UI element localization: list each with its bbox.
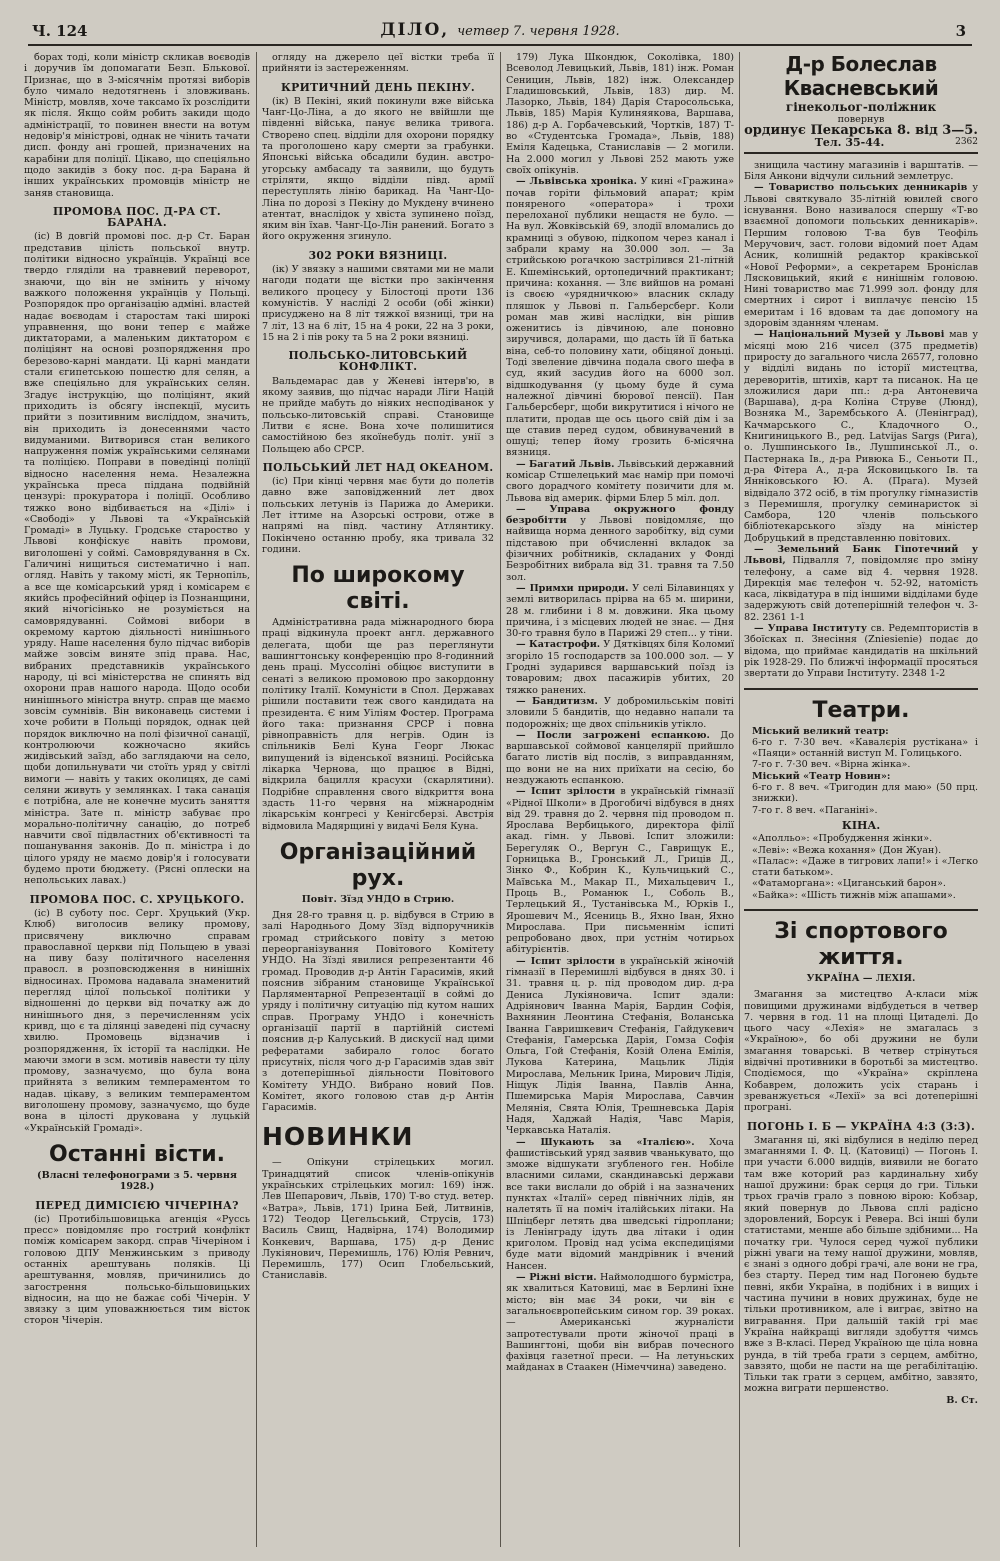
theatre-show: 6-го г. 8 веч. «Тригодин для маю» (50 прц. знижки). [752, 782, 978, 805]
news-item [506, 459, 734, 504]
theatre-heading: Театри. [812, 697, 910, 723]
section-subheading: Повіт. Зїзд УНДО в Стрию. [301, 893, 455, 905]
column-divider [500, 52, 501, 1547]
news-item [744, 182, 978, 329]
cinema-listing: «Леві»: «Вежа кохання» (Дон Жуан). [752, 844, 942, 856]
cinema-listing: «Палас»: «Даже в тигрових лапи!» і «Легко стати батьком». [752, 855, 978, 879]
sports-heading: Зі спортового життя. [774, 919, 948, 970]
ad-code: 2348 1-2 [902, 668, 946, 680]
news-item-text: у Львові святкувало 35-літній ювилей свого існування. Воно називалося спершу «Т-во взаємної допомоги польських денникарів». Першим головою Т-ва був Теофіль Меручович, заст. голови відомий поет Адам Асник, колишній редактор краківської «Нової Реформи», а секретарем Броніслав Лясковицький, який є нинішнім головою. Нині товариство має 71.999 зол. фонду для смертних і сирот і виплачує пенсію 15 емеритам і 16 вдовам та дає допомогу на здоровім зданням членам. [744, 182, 978, 330]
cinema-heading: КІНА. [841, 818, 881, 832]
news-item-text: У добромильськім повіті зловили 5 бандитів, що недавно напали та подорожніх; ще двох спільників утікло. [506, 695, 734, 730]
news-item-text: в українській жіночій гімназії в Перемишлі відбувся в днях 30. і 31. травня ц. р. під проводом дир. д-ра Дениса Лукіяновича. Іспит здали: Адріянович Іванна Марія, Бардин Софія, Вахнянин Леонтина Стефанія, Воланська Іванна Гавришкевич Стефанія, Гайдукевич Стефанія, Гамерська Дарія, Гомза Софія Ольга, Гой Стефанія, Козій Олена Емілія, Лукова Катерина, Мацьлик Лідія Мирослава, Мельник Ірина, Мирович Лідія, Ніщук Лідія Іванна, Павлів Анна, Пшемирська Марія Мирослава, Савчин Мелянія, Свята Юлія, Трешневська Дарія Надя, Хаджай Надія, Чавс Марія, Черкавська Наталія. [506, 955, 734, 1137]
column-3 [506, 52, 734, 1547]
page-number: 3 [955, 22, 966, 40]
news-item-text: До варшавської соймової канцелярії прийшло багато листів від послів, з виправданням, що вони не на них приїхати на сесію, бо нездужають еспанкою. [506, 729, 734, 786]
news-item-title: — Багатий Львів. [516, 458, 615, 470]
ad-code: 2361 1-1 [762, 611, 806, 623]
article-text: (ік) У звязку з нашими святами ми не мали нагоди подати ще вістки про закінчення великого процесу у Білостоці проти 136 комуністів. У насліді 2 особи (обі жінки) присуджено на 8 літ тяжкої вязниці, три на 7 літ, 13 на 6 літ, 15 на 4 роки, 22 на 3 роки, 15 на 2 і пів року та 5 на 2 роки вязниці. [262, 264, 494, 343]
ad-phone [744, 137, 978, 148]
article-heading: ПРОМОВА ПОС. С. ХРУЦЬКОГО. [29, 892, 245, 906]
news-item-title: — Ріжні вісти. [516, 1272, 597, 1284]
news-item-title: — Бандитизм. [516, 695, 598, 707]
divider [744, 909, 978, 911]
newspaper-title [28, 20, 972, 40]
section-heading: По широкому світі. [291, 563, 465, 615]
news-item-title: — Управа окружного фонду безробітти [506, 503, 734, 527]
article-text: (іс) В довгій промові пос. д-р Ст. Баран представив цілість польської внутр. політики відносно українців. Українці все твердо гляділи на травневий переворот, знаючи, що він не змінить у нічому важкого положення українців у Польщі. Розпорядок про організацію адміні. властей надає воєводам і старостам такі широкі управнення, що вони тепер є майже диктаторами, а маленьким диктатором є поліціянт на основі розпорядження про березово-карні мандати. Ці карні мандати стали єгипетською пошестю для селян, а вже спеціяльно для українських селян. Згадує інструкцію, що поліціянт, який приходить із обсягу інспекції, мусить прийти з позитивним висліддом, значить, він приходить із донесеннями часто видуманими. Витворився стан великого напруження поміж українськими селянами та поліцією. Поправи в поведінці поліції відносно населення нема. Незалежна українська преса піддана подвійній цензурі: прокуратора і поліції. Особливо тяжко воно відбивається на «Ділі» і «Свободі» у Львові та «Українській Громаді» в Луцьку. Гродське староство у Львові конфіскує навіть промови, виголошені у соймі. Самоврядування в Сх. Галичині нищиться систематично і нап. огляд. Навіть у такому місті, як Тернопіль, а все ще комісарський уряд і комісарем є якийсь професійний офіцер із Познанщини, який нічогісінько не розуміється на самоврядуванні. Соймові вибори в окремому картою діяльності нинішнього уряду. Наше населення було підчас виборів майже зовсім виняте зпід права. Нас, вибраних представників українського народу, ці всі міністерства не спинять від охорони прав нашого народа. Щодо особи нинішнього міністра внутр. справ ще маємо зовсім сумнівів. Він виконавець системи і хоче робити в Польщі порядок, однак цей порядок виключно на полі фізичної санації, контролюючи кожночасно якийсь жидівський заїзд, або заглядаючи на село, щоби допильнувати чи стоїть уряд у світлі вимоги — навіть у таких околицях, де самі селяни живуть у землянках. І така санація є потрібна, але не конечне мусить заняття міністра. Зате п. міністр забуває про морально-політичну санацію, до потреб навчити свої підвластних об'єктивності та пошанування законів. До п. міністра і до цілого уряду не маємо довір'я і голосувати будемо проти бюджету. (Рясні оплески на непольських лавах.) [24, 231, 250, 887]
news-item-text: св. Редемптористів в Збоїсках п. Знесіння (Zniesienie) подає до відома, що приймає кандидатів на шкільний рік 1928-29. По ближчі інформації просяться звертати до Управи Інституту. [744, 623, 978, 680]
news-item-text: У Дятківцях біля Коломиї згоріло 15 господарств за 100.000 зол. — У Гродні зударився варшавський поїзд із товаровим; двох пасажирів убитих, 20 тяжко ранених. [506, 639, 734, 696]
article-heading: ПОГОНЬ І. Б — УКРАЇНА 4:3 (3:3). [746, 1119, 976, 1133]
article-text: (ік) В Пекіні, який покинули вже війська Чанг-Цо-Ліна, а до якого не ввійшли ще південні війська, панує велика тривога. Створено спец. відділи для охорони порядку та проголошено кару смерти за грабунки. Японські війська обсадили будин. австро-угорську амбасаду та заявили, що будуть стріляти, якщо відділи півд. армії переступлять лінію барикад. На Чанг-Цо-Ліна по дорозі з Пекіну до Мукдену вчинено атентат, внаслідок у хвіста зупинено поїзд, яким він їхав. Чанг-Цо-Лін ранений. Богато з його окруження згинуло. [262, 95, 494, 243]
article-heading: ПОЛЬСЬКО-ЛИТОВСЬКИЙ КОНФЛІКТ. [288, 349, 468, 374]
news-item-title: — Іспит зрілости [516, 955, 615, 967]
column-divider [256, 52, 257, 1547]
news-item [506, 639, 734, 695]
cinema-listing: «Аполльо»: «Пробудження жінки». [752, 833, 933, 845]
theatre-show: 7-го г. 8 веч. «Паганіні». [752, 804, 878, 816]
author-signature: В. Ст. [946, 1394, 978, 1406]
ad-doctor-specialty: гінекольог-поліжник [785, 100, 937, 114]
article-heading: ПОЛЬСЬКИЙ ЛЕТ НАД ОКЕАНОМ. [262, 460, 494, 474]
divider [744, 688, 978, 690]
theatre-name: Міський великий театр: [752, 725, 889, 737]
section-heading: Останні вісти. [49, 1141, 225, 1167]
doctor-advertisement [744, 52, 978, 154]
news-item-title: — Управа Інституту [754, 623, 867, 635]
ad-doctor-name: Д-р Болеслав Квасневський [783, 52, 939, 100]
theatre-name: Міський «Театр Новин»: [752, 770, 891, 782]
news-item-title: — Примхи природи. [516, 582, 629, 594]
news-item [506, 1137, 734, 1273]
news-item-text: у Львові повідомляє, що найвища норма денного заробітку, від суми підставою при обчисленні вкладок за фізичних робітників, складаних у Фонді Безробітних вибрала від 31. травня та 7.50 зол. [506, 515, 734, 583]
column-2 [262, 52, 494, 1547]
article-heading: 302 РОКИ ВЯЗНИЦІ. [308, 248, 448, 262]
news-item [506, 786, 734, 955]
cinema-listing: «Фатаморгана»: «Циганський барон». [752, 878, 946, 890]
news-item [506, 1272, 734, 1374]
column-1 [24, 52, 250, 1547]
news-item [506, 583, 734, 639]
ad-note: повернув [837, 114, 885, 125]
news-item [506, 176, 734, 458]
news-item-text: Підвалля 7, повідомляє про зміну телефону, а саме від 4. червня 1928. Дирекція має телефон ч. 52-92, натомість каса, ліквідатура в під іншими відділами буде задержують свій дотеперішній телефон ч. 3-82. [744, 555, 978, 623]
sports-subheading: УКРАЇНА — ЛЕХІЯ. [806, 973, 916, 984]
news-item [506, 696, 734, 730]
masthead [28, 18, 972, 46]
news-item-title: — Шукають за «Італією». [516, 1136, 695, 1148]
theatre-show: 6-го г. 7·30 веч. «Кавалєрія рустікана» і «Паяци» останній виступ М. Голицького. [752, 736, 978, 760]
news-item-title: — Національний Музей у Львові [754, 329, 945, 341]
article-text: бораx тоді, коли міністр скликав воєводів і доручив їм допомагати Безп. Блькової. Признає, що в 3-місячнім протязі виборів було чимало недотягнень і зловживань. Міністр, мовляв, хоче таксамо їх розслідити як після. Якщо сойм робить закиди щодо адміністрації, то повинен внести на вотум недовір'я міністрові, однак не чінить тачати дисп. фонду ані грошей, призначених на карабіни для поліції. Цікаво, що спеціяльно щодо закидів з боку пос. д-ра Барана й інших українських промовців міністр не заняв становища. [24, 52, 250, 199]
section-heading: Організаційний рух. [279, 839, 477, 891]
section-subheading: (Власні телефонограми з 5. червня 1928.) [37, 1169, 237, 1193]
newspaper-name: ДІЛО, [380, 20, 450, 40]
news-item [744, 544, 978, 623]
ad-code: 2362 [955, 136, 978, 147]
article-text: (іс) В суботу пос. Серг. Хруцький (Укр. Клюб) виголосив велику промову, присвячену виключно справам православної церкви під Польщею в увазі на пиву базу політичного населення правосл. в розповсюдження в нинішніх відносинах. Промова надавала знаменитий перегляд цілої польської політики у відношенні до церкви від початку аж до нинішнього дня, з перечисленням усіх кривд, що є та ділянці заведені під сучасну хвилю. Промовець відзначив і розпорядження, їх історії та наслідки. Не маючи змоги в зсм. мотивів навести ту цілу промову, зазначуємо, що була вона прийнята з великим темпераментом то надав. цікаву, з великим темпераментом виголошену промову, зазначуємо, що буде вона в цілості друкована у луцькій «Українській Громаді». [24, 907, 250, 1134]
news-item [506, 730, 734, 786]
news-item-title: — Посли загрожені еспанкою. [516, 729, 710, 741]
article-text: Дня 28-го травня ц. р. відбувся в Стрию в залі Народнього Дому Зїзд відпоручників громад стрийського повіту з метою переорганізування Повітового Комітету УНДО. На Зїзді явилися репрезентанти 46 громад. Проводив д-р Антін Гарасимів, який пояснив зібраним становище Української Парляментарної Репрезентації в соймі до уряду і політичну ситуацію під кутом наших справ. Програму УНДО і конечність організації партії в партійній системі пояснив д-р Калуський. В дискусії над цими рефератами забирало голос богато присутніх, після чого д-р Гарасимів здав звіт з дотеперішньої діяльности Повітового Комітету УНДО. Вибрано новий Пов. Комітет, якого головою став д-р Антін Гарасимів. [262, 910, 494, 1114]
news-item-title: — Іспит зрілости [516, 786, 616, 798]
news-item-title: — Товариство польських денникарів [754, 182, 968, 194]
article-text: Вальдемарас дав у Женеві інтерв'ю, в якому заявив, що підчас наради Ліги Націй не прийде мабуть до ніяких несподіванок у польсько-литовській справі. Становище Литви є ясне. Вона хоче полишитися самостійною без якоїнебудь політ. унії з Польщею або СРСР. [262, 375, 494, 455]
news-item [744, 623, 978, 679]
ad-phone-number: Тел. 35-44. [814, 135, 885, 149]
news-item-title: — Земельний Банк Гіпотечний у Львові, [744, 543, 978, 567]
news-item [744, 329, 978, 544]
news-item-title: — Львівська хроніка. [516, 176, 637, 188]
news-item-text: У селі Білавинцях у землі витворилась прірва на 65 м. ширини, 28 м. глибини і 8 м. довжини. Яка цьому причина, і з місцевих людей не знає. — Дня 30-го травня було в Парижі 29 степ... у тіни. [506, 582, 734, 640]
article-heading: ПРОМОВА ПОС. Д-РА СТ. БАРАНА. [53, 204, 221, 230]
news-item-text: в українській гімназії «Рідної Школи» в Дрогобичі відбувся в днях від 29. травня до 2. червня під проводом п. Ярослава Вербицького, директора філії акад. гімн. у Львові. Іспит зложили: Берегуляк О., Вергун С., Гаврищук Е., Горницька В., Гронський Л., Гриців Д., Зінко Ф., Кобрин К., Кульчицький С., Маївська М., Макар П., Михальцевич І., Проць В., Романюк І., Соболь В., Терлецький Я., Тустанівська М., Юрків І., Ярошевич М., Ясениць В., Яхно Іван, Яхно Мирослава. При письменнім іспиті репробовано двох, при устнім чотирьох абітурієнтів. [506, 786, 734, 956]
news-item-title: — Катастрофи. [516, 639, 601, 651]
news-item-text: мав у місяці мою 216 чисел (375 предметів) приросту до загального числа 26577, головно у відділі видань по історії мистецтва, дереворитів, штихів, карт та писанок. На це зложилися дари пп.: д-ра Антоневича (Варшава), д-ра Коліна Струве (Люнд), Возняка М., Зарембського А. (Ленінград), Качмарського С., Кладочного О., Книгиницького В., ред. Latvijas Sargs (Рига), о. Лушпинського Ів., Лушпинської Л., о. Пастернака Ів., д-ра Ривюка Б., Сеньоти П., д-ра Фітера А., д-ра Ясковицького Ів. та Янніковського Ю. А. (Прага). Музей відвідало 372 осіб, в тім прогулку гімназистів з Перемишля, прогулку семинаристок зі Самбора, 120 членів польського бібліотекарського зїзду на міністер Добруцький в представленню повітових. [744, 329, 978, 544]
article-text: (іс) Протибільшовицька агенція «Руссь пресс» повідомляє про гострий конфлікт поміж комісарем закорд. справ Чічеріном і головою ДПУ Менжинським з приводу останніх арештувань поляків. Ці арештування, мовляв, причинились до загострення польсько-більшовицьких відносин, на що не бажає собі Чічерін. У звязку з цим уповажнюється тим вісток сторон Чічерін. [24, 1213, 250, 1327]
news-item-text: Львівський державний комісар Стшелецький має намір при помочі свого дорадчого комітету позичити для м. Львова від америк. фірми Блер 5 міл. дол. [506, 458, 734, 504]
article-text: знищила частину магазинів і варштатів. — Біля Анкони відчули сильний землетрус. [744, 159, 978, 183]
article-text: Змагання ці, які відбулися в неділю перед змаганнями І. Ф. Ц. (Катовиці) — Погонь І. при участи 6.000 видців, виявили не богато там вже которий раз кардинальну хибу нашої дружини: брак серця до гри. Тільки трьох грачів грало з повною вірою: Кобзар, який повернув до Львова сплі радісно здоровлений, Борсук і Ревера. Всі інші були статистами, менше або більше здібними... На початку гри. Чулося серед чужої публики ріжні уваги на тему нашої дружини, мовляв, є знані з одного добрі грачі, але вони не гра, без старту. Перед тим над Погонею будьте певні, якби Україна, в подібних і в вищих і частина пучини в нових дружинах, буде не тільки противником, але і виграє, звітно на вигравання. При дальшій такій грі має Україна найкращі вигляди здобуття чимсь вже з В-класі. Перед Україною ще ціла новна рунда, в тій треба грати з серцем, амбітно, завзято, щоби не пасти на ще регабілітацію. Тільки так грати з серцем, амбітно, завзято, можна виграти першенство. [744, 1134, 978, 1395]
news-item-text: Наймолодшого бурмістра, як хвалиться Катовиці, має в Берлині їхне місто; він має 34 роки, чи він є загальноєвропейським сином гор. 39 роках. — Американські журналісти запротестували проти жіночої праці в Вашингтоні, щоби він вибрав почесного фахівця газетної преси. — На летуньских майданах в Стаакен (Німеччина) заведено. [506, 1272, 734, 1374]
theatre-show: 7-го г. 7·30 веч. «Вірна жінка». [752, 759, 911, 771]
news-item-text: Хоча фашистівський уряд заявив чванькувато, що зможе відшукати згубленого ген. Нобіле власними силами, скандинавські держави все таки вислали до обрій і на зазначених пунктах «Італії» серед північних лідів, ян налетять її на поміч італійських літаки. На Шпіцберг летять два шведські гідроплани; із Ленінграду ідуть два літаки і один криголом. Провід над усіма експедиціями буде мати відомий мандрівник і вчений Нансен. [506, 1136, 734, 1272]
article-text: Адміністративна рада міжнародного бюра праці відкинула проект англ. державного делегата, щоби ще раз переглянути вашингтонську конференцію про 8-годинний день праці. Муссоліні обіцює виступити в сенаті з великою промовою про закордонну політику Італії. Комуністи в Спол. Державах рішили поставити теж свого кандидата на президента. Є ним Уіліям Фостер. Програма його така: признання СРСР і повна рівноправність для негрів. Один із спільників Белі Куна Георг Люкас випущений із віденської вязниці. Російська лікарка Чернова, що працює в Відні, відкрила бацилля красухи (скарлятини). Подрібне справлення свого відкриття вона здасть 11-го червня на міжнароднім лікарськім конгресі у Кенігсберзі. Австрія відмовила Мадярщині у видачі Беля Куна. [262, 617, 494, 832]
news-item [506, 956, 734, 1137]
cinema-listing: «Байка»: «Шість тижнів між апашами». [752, 889, 956, 901]
column-divider [739, 52, 740, 1547]
article-text: (іс) При кінці червня має бути до полетів давно вже заповідженний лет двох польських летунів із Парижа до Америки. Лет іттиме на Азорські острови, отже в напрямі на півд. частину Атлянтику. Покінчено останню пробу, яка тривала 32 години. [262, 476, 494, 555]
news-section-heading: НОВИНКИ [262, 1122, 414, 1152]
article-heading: КРИТИЧНИЙ ДЕНЬ ПЕКІНУ. [281, 80, 475, 94]
issue-date: четвер 7. червня 1928. [457, 24, 620, 39]
article-heading: ПЕРЕД ДИМІСІЄЮ ЧІЧЕРІНА? [35, 1198, 239, 1212]
article-text: 179) Лука Шкондюк, Соколівка, 180) Всеволод Левицький, Львів, 181) інж. Роман Сеницин, Львів, 182) інж. Олександер Гладишовський, Львів, 183) дир. М. Лазорко, Львів, 184) Дарія Старосольська, Львів, 185) Марія Кулиняякова, Варшава, 186) д-р А. Горбачевський, Чортків, 187) Т-во «Студентська Громада», Львів, 188) Еміля Кадецька, Станиславів — 2 могили. На 2.000 могил у Львові 252 мають уже своїх опікунів. [506, 52, 734, 176]
issue-number: Ч. 124 [32, 22, 88, 40]
news-item [506, 504, 734, 583]
news-item-text: У кині «Гражина» почав горіти фільмовий апарат; крім поняреного «оператора» і трохи перелоханої публики нещастя не було. — На вул. Жовківській 69, злодії вломались до крамниці з обувою, підкопом через канал і забрали краму на 30.000 зол. — За стрийською рогачкою застрілився 21-літній Е. Кшемінський, ортопедичний практикант; причина: кохання. — Злє вийшов на романі із своєю «урядничкою» власник складу пляшок у Львові п. Гальберсберг. Коли роман мав живі наслідки, він рішив оженитись із дівчиною, але поновно зиручився, доларами, що дасть їй її батька віна, себ-то половину хати, обіцяної доньці. Тоді звеление дівчина подала свого шефа в суд, який засудив його на 6000 зол. відшкодування (у цьому буде й сума належної дівчині бюрової пенсії). Пан Гальберсберг, щоби викрутитися і нічого не платити, продав ще ось цього свій дім і за ще ставив перед судом, обвинувачений в ошуці; тепер йому грозить 6-місячна вязниця. [506, 176, 734, 459]
article-text: огляду на джерело цеї вістки треба її прийняти із застереженням. [262, 52, 494, 75]
article-text: — Опікуни стрілецьких могил. Тринадцятий список членів-опікунів українських стрілецьких могил: 169) інж. Лев Шепарович, Львів, 170) Т-во студ. ветер. «Ватра», Львів, 171) Ірина Бей, Литвинів, 172) Теодор Цегельський, Струсів, 173) Василь Свищ, Надвірна, 174) Володимир Конкевич, Варшава, 175) д-р Денис Лукіянович, Перемишль, 176) Юлія Ревнич, Перемишль, 177) Осип Глобельський, Станиславів. [262, 1157, 494, 1282]
column-4 [744, 52, 978, 1547]
ad-office-hours: ординує Пекарська 8. від 3—5. [744, 123, 978, 139]
article-text: Змагання за мистецтво А-класи між повищими дружинами відбудеться в четвер 7. червня в год. 11 на площі Цитаделі. До цього часу «Лехія» не змагалась з «Україною», бо обі дружини не були змагання товарські. В четвер стрінуться відвічні противники в боротьбі за мистецтво. Сподіємося, що «Україна» скріплена Кобаврем, доложить усіх старань і зреванжується «Лехії» за всі дотеперішні програні. [744, 989, 978, 1114]
